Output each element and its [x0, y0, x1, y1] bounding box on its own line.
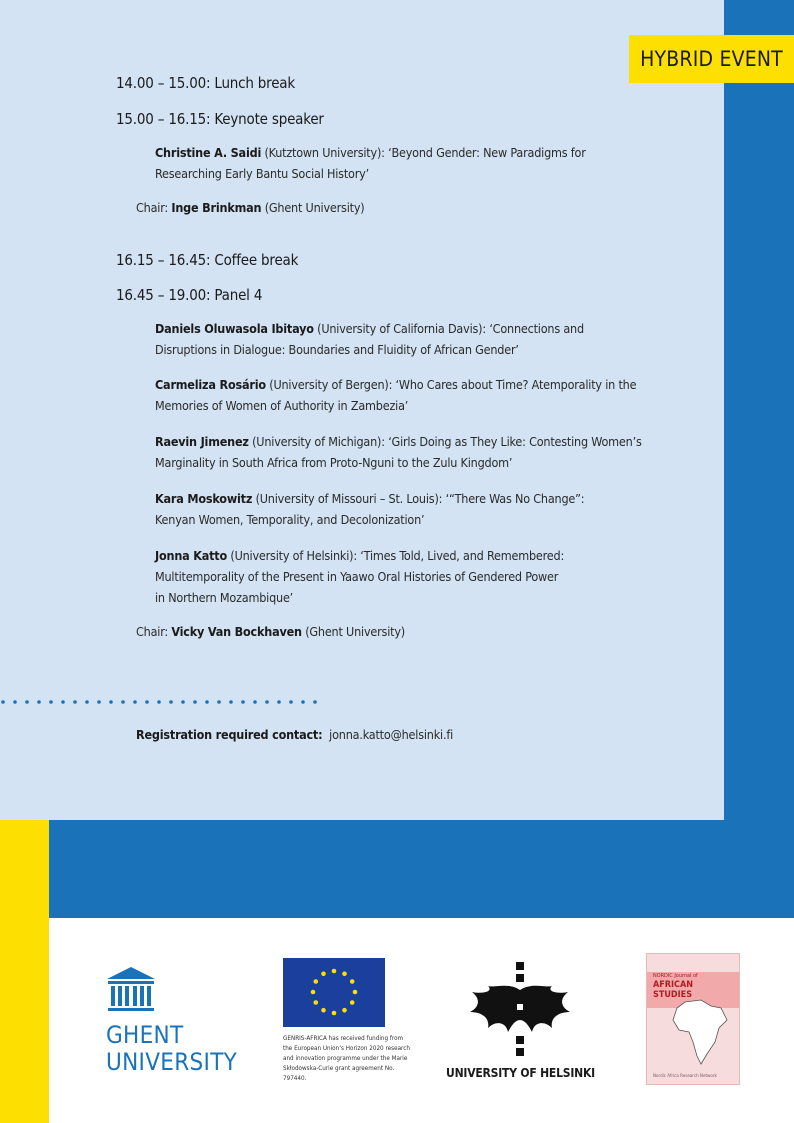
- talk-title-2: Disruptions in Dialogue: Boundaries and Fluidity of African Gender’: [155, 342, 519, 357]
- panel-talk: [155, 545, 685, 608]
- africa-map-icon: [671, 998, 729, 1068]
- talk-line-1: [155, 545, 685, 566]
- talk-affiliation: (University of California Davis):: [313, 321, 490, 336]
- registration-line: [136, 727, 453, 742]
- talk-speaker: Raevin Jimenez: [155, 434, 249, 449]
- eu-funding-caption: GENRIS-AFRICA has received funding from the European Union’s Horizon 2020 research and innovation programme under the Marie Skłodowska-Curie grant agreement No. 797440.: [283, 1035, 410, 1082]
- keynote-talk: [155, 142, 685, 184]
- journal-main-title: [653, 980, 693, 1000]
- talk-title-2: Kenyan Women, Temporality, and Decolonization’: [155, 512, 425, 527]
- panel-chair: [136, 624, 405, 639]
- ghent-line-2: UNIVERSITY: [106, 1048, 238, 1076]
- journal-title-line-2: STUDIES: [653, 990, 693, 1000]
- chair-name: Vicky Van Bockhaven: [171, 624, 302, 639]
- chair-affiliation: (Ghent University): [261, 200, 365, 215]
- ghent-line-1: GHENT: [106, 1021, 184, 1049]
- panel-4-slot: 16.45 – 19.00: Panel 4: [116, 286, 263, 304]
- helsinki-flame-icon: [468, 960, 572, 1064]
- keynote-title-1: ‘Beyond Gender: New Paradigms for: [388, 145, 586, 160]
- journal-footer: Nordic Africa Research Network: [653, 1074, 717, 1079]
- keynote-slot: 15.00 – 16.15: Keynote speaker: [116, 110, 324, 128]
- registration-label: Registration required contact:: [136, 727, 323, 742]
- keynote-chair: [136, 200, 364, 215]
- talk-line-1: [155, 374, 685, 395]
- ghent-building-icon: [106, 966, 156, 1016]
- talk-line-1: [155, 488, 685, 509]
- talk-title-1: ‘Who Cares about Time? Atemporality in the: [395, 377, 637, 392]
- journal-cover: [646, 953, 740, 1085]
- university-of-helsinki-wordmark: UNIVERSITY OF HELSINKI: [446, 1066, 595, 1080]
- talk-title-1: ‘Times Told, Lived, and Remembered:: [360, 548, 565, 563]
- talk-speaker: Jonna Katto: [155, 548, 228, 563]
- chair-affiliation: (Ghent University): [301, 624, 405, 639]
- panel-talk: [155, 488, 685, 530]
- talk-affiliation: (University of Missouri – St. Louis):: [252, 491, 446, 506]
- keynote-title-2: Researching Early Bantu Social History’: [155, 166, 369, 181]
- talk-title-1: ‘Girls Doing as They Like: Contesting Women’s: [388, 434, 642, 449]
- ghent-university-wordmark: [106, 1022, 237, 1076]
- talk-affiliation: (University of Bergen):: [265, 377, 396, 392]
- chair-label: Chair:: [136, 624, 172, 639]
- chair-name: Inge Brinkman: [171, 200, 262, 215]
- talk-title-2: Multitemporality of the Present in Yaawo Oral Histories of Gendered Power: [155, 569, 559, 584]
- dotted-divider: [0, 700, 320, 704]
- talk-affiliation: (University of Michigan):: [248, 434, 389, 449]
- yellow-strip: [0, 820, 49, 1123]
- talk-speaker: Carmeliza Rosário: [155, 377, 266, 392]
- talk-line-1: [155, 431, 685, 452]
- journal-title-line-1: AFRICAN: [653, 980, 694, 990]
- coffee-break-slot: 16.15 – 16.45: Coffee break: [116, 251, 299, 269]
- talk-affiliation: (University of Helsinki):: [227, 548, 361, 563]
- talk-title-3: in Northern Mozambique’: [155, 590, 294, 605]
- talk-title-1: ‘Connections and: [489, 321, 584, 336]
- talk-line-1: [155, 318, 685, 339]
- hybrid-event-badge: HYBRID EVENT: [629, 35, 794, 83]
- keynote-line-1: [155, 142, 685, 163]
- eu-flag-icon: [283, 958, 385, 1027]
- talk-title-1: ‘“There Was No Change”:: [445, 491, 585, 506]
- keynote-speaker: Christine A. Saidi: [155, 145, 262, 160]
- lunch-break-slot: 14.00 – 15.00: Lunch break: [116, 74, 295, 92]
- talk-title-2: Memories of Women of Authority in Zambezia’: [155, 398, 409, 413]
- panel-talk: [155, 318, 685, 360]
- panel-talk: [155, 431, 685, 473]
- panel-talk: [155, 374, 685, 416]
- talk-title-2: Marginality in South Africa from Proto-Nguni to the Zulu Kingdom’: [155, 455, 513, 470]
- registration-email[interactable]: jonna.katto@helsinki.fi: [329, 727, 453, 742]
- chair-label: Chair:: [136, 200, 172, 215]
- journal-small-title: NORDIC Journal of: [653, 973, 698, 979]
- talk-speaker: Kara Moskowitz: [155, 491, 253, 506]
- talk-speaker: Daniels Oluwasola Ibitayo: [155, 321, 314, 336]
- keynote-affiliation: (Kutztown University):: [261, 145, 389, 160]
